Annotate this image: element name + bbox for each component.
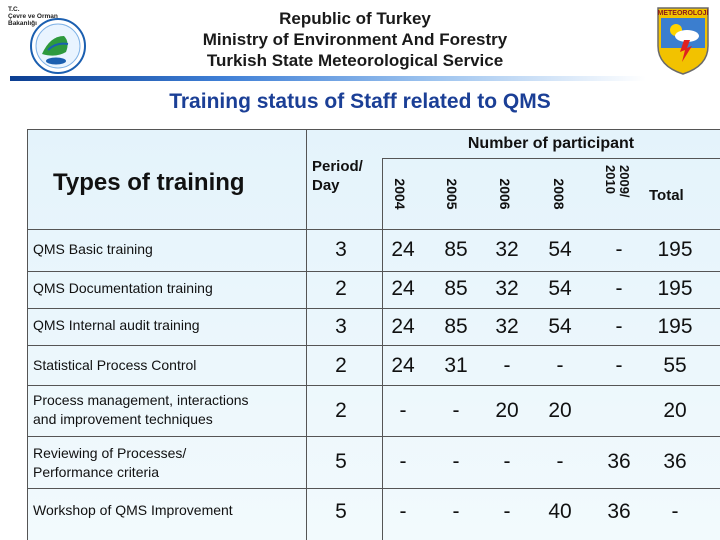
row-3-2005: 85 <box>444 315 468 338</box>
row-line <box>27 229 720 230</box>
row-5-2006: 20 <box>495 399 519 422</box>
row-7-period: 5 <box>335 500 347 523</box>
row-7-total: - <box>671 500 679 523</box>
number-of-participant-header: Number of participant <box>467 135 635 152</box>
header-title-2: Ministry of Environment And Forestry <box>202 30 508 49</box>
row-label-qms-documentation: QMS Documentation training <box>33 280 213 296</box>
year-header-2005: 2005 <box>444 178 460 210</box>
row-4-period: 2 <box>335 354 347 377</box>
row-4-total: 55 <box>663 354 687 377</box>
row-6-2004: - <box>399 450 407 473</box>
period-header-line-1: Period/ <box>312 158 363 175</box>
row-1-total: 195 <box>657 238 693 261</box>
table-divider-period <box>382 159 383 540</box>
row-5-2004: - <box>399 399 407 422</box>
row-4-2006: - <box>503 354 511 377</box>
row-1-2004: 24 <box>391 238 415 261</box>
row-2-2005: 85 <box>444 277 468 300</box>
period-header-line-2: Day <box>312 177 340 194</box>
row-4-2009-2010: - <box>615 354 623 377</box>
row-2-period: 2 <box>335 277 347 300</box>
year-header-2009-2010: 2009/ 2010 <box>603 165 632 198</box>
ministry-logo <box>8 6 93 78</box>
row-label-process-management: Process management, interactions and improvement techniques <box>33 392 249 427</box>
row-1-2009-2010: - <box>615 238 623 261</box>
org-line-2: Çevre ve Orman <box>8 13 58 20</box>
header-divider-bar <box>10 76 646 81</box>
total-header: Total <box>649 187 684 204</box>
header-title-3: Turkish State Meteorological Service <box>206 51 504 70</box>
row-line <box>27 436 720 437</box>
row-label-qms-basic: QMS Basic training <box>33 241 153 257</box>
row-6-2009-2010: 36 <box>607 450 631 473</box>
row-6-2006: - <box>503 450 511 473</box>
row-2-2006: 32 <box>495 277 519 300</box>
row-4-2005: 31 <box>444 354 468 377</box>
year-header-2008: 2008 <box>551 178 567 210</box>
page-title-text: Training status of Staff related to QMS <box>169 90 551 113</box>
row-1-period: 3 <box>335 238 347 261</box>
meteorology-logo-text: METEOROLOJİ <box>657 10 709 17</box>
row-5-2005: - <box>452 399 460 422</box>
row-4-2004: 24 <box>391 354 415 377</box>
row-7-2009-2010: 36 <box>607 500 631 523</box>
row-label-qms-internal-audit: QMS Internal audit training <box>33 317 200 333</box>
row-7-2004: - <box>399 500 407 523</box>
row-1-2008: 54 <box>548 238 572 261</box>
header <box>0 0 720 84</box>
row-3-2008: 54 <box>548 315 572 338</box>
meteorology-logo <box>654 6 712 76</box>
row-3-2006: 32 <box>495 315 519 338</box>
row-6-2005: - <box>452 450 460 473</box>
row-3-2004: 24 <box>391 315 415 338</box>
row-3-period: 3 <box>335 315 347 338</box>
row-1-2005: 85 <box>444 238 468 261</box>
row-6-period: 5 <box>335 450 347 473</box>
row-5-period: 2 <box>335 399 347 422</box>
row-7-2005: - <box>452 500 460 523</box>
row-6-total: 36 <box>663 450 687 473</box>
period-day-header <box>312 157 363 195</box>
table-divider-types <box>306 129 307 540</box>
row-line <box>27 308 720 309</box>
row-5-2008: 20 <box>548 399 572 422</box>
row-2-2004: 24 <box>391 277 415 300</box>
row-6-2008: - <box>556 450 564 473</box>
row-7-2008: 40 <box>548 500 572 523</box>
row-label-statistical-process-control: Statistical Process Control <box>33 357 197 373</box>
row-line <box>27 488 720 489</box>
row-line <box>27 345 720 346</box>
table-border-top <box>27 129 720 130</box>
row-2-2008: 54 <box>548 277 572 300</box>
org-line-1: T.C. <box>8 6 20 13</box>
row-5-total: 20 <box>663 399 687 422</box>
year-header-2004: 2004 <box>392 178 408 210</box>
row-4-2008: - <box>556 354 564 377</box>
header-titles <box>190 8 520 71</box>
row-line <box>27 385 720 386</box>
row-2-2009-2010: - <box>615 277 623 300</box>
row-3-total: 195 <box>657 315 693 338</box>
year-header-2006: 2006 <box>497 178 513 210</box>
row-3-2009-2010: - <box>615 315 623 338</box>
row-2-total: 195 <box>657 277 693 300</box>
row-label-reviewing-processes: Reviewing of Processes/ Performance criteria <box>33 445 187 480</box>
row-line <box>27 271 720 272</box>
row-label-workshop-qms-improvement: Workshop of QMS Improvement <box>33 502 233 518</box>
org-line-3: Bakanlığı <box>8 20 37 27</box>
row-1-2006: 32 <box>495 238 519 261</box>
page-title <box>0 90 720 114</box>
table-border-left <box>27 129 28 540</box>
row-7-2006: - <box>503 500 511 523</box>
types-of-training-header: Types of training <box>53 169 245 196</box>
header-title-1: Republic of Turkey <box>279 9 431 28</box>
training-table <box>27 129 720 540</box>
